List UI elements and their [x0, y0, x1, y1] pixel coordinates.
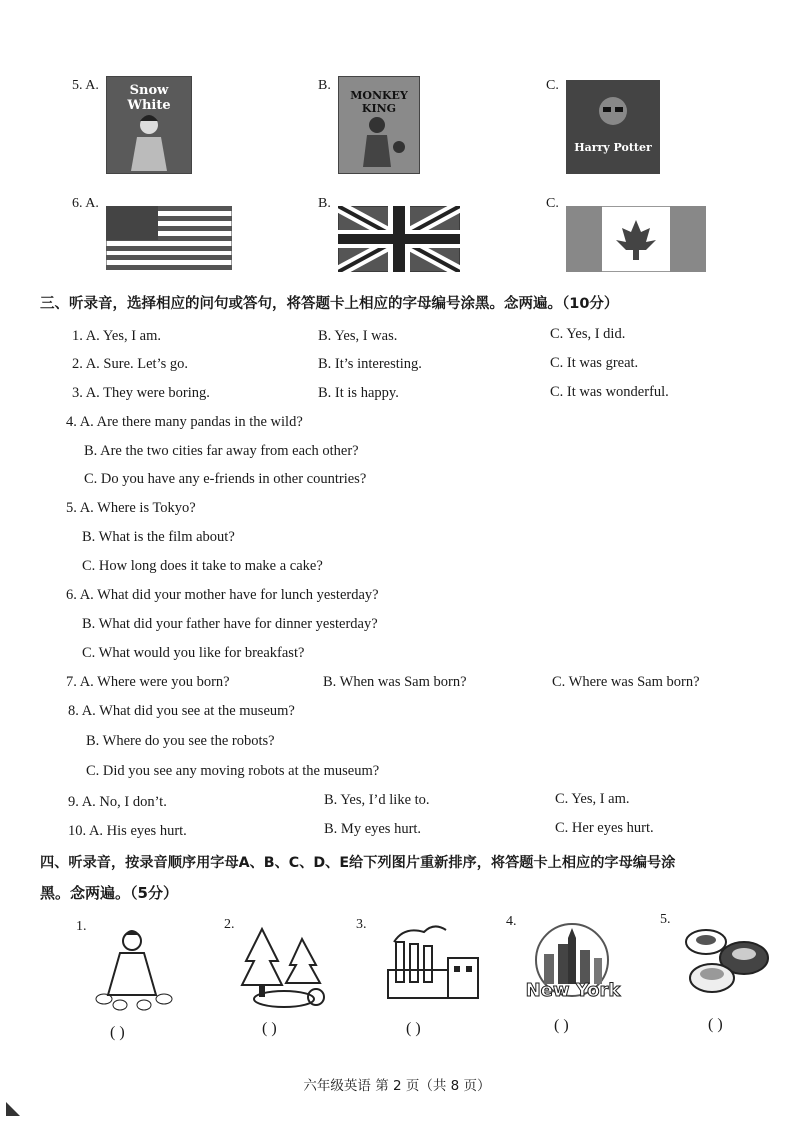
usa-flag-icon: [106, 206, 232, 270]
harry-potter-figure-icon: [567, 81, 659, 173]
s3-q7-a: 7. A. Where were you born?: [66, 674, 230, 690]
harry-potter-title: Harry Potter: [574, 141, 652, 154]
s3-q6-a: 6. A. What did your mother have for lunch yesterday?: [66, 587, 379, 603]
s3-q5-a: 5. A. Where is Tokyo?: [66, 500, 196, 516]
s3-q4-a: 4. A. Are there many pandas in the wild?: [66, 414, 303, 430]
s3-q3-b: B. It is happy.: [318, 385, 399, 401]
s3-q1-c: C. Yes, I did.: [550, 326, 626, 342]
s4-item4-answer-blank[interactable]: ( ): [554, 1017, 569, 1034]
q6-c-label: C.: [546, 196, 559, 211]
monkey-king-figure-icon: [339, 77, 419, 173]
s4-item5-answer-blank[interactable]: ( ): [708, 1016, 723, 1033]
s4-item5-label: 5.: [660, 912, 671, 927]
s3-q10-a: 10. A. His eyes hurt.: [68, 823, 187, 839]
s3-q4-c: C. Do you have any e-friends in other countries?: [84, 471, 367, 487]
s3-q5-b: B. What is the film about?: [82, 529, 235, 545]
s3-q1-a: 1. A. Yes, I am.: [72, 328, 162, 344]
sushi-image: [678, 922, 774, 1004]
snow-white-figure-icon: [107, 77, 191, 173]
trees-logs-image: [240, 925, 336, 1011]
snow-white-animals-image: [90, 925, 180, 1015]
section4-heading-line2: 黑。念两遍。（5分）: [40, 884, 178, 902]
snow-white-title: Snow White: [127, 83, 171, 113]
uk-flag-icon: [338, 206, 460, 272]
monkey-king-poster-image: [338, 76, 420, 174]
s4-item3-answer-blank[interactable]: ( ): [406, 1020, 421, 1037]
q5-c-label: C.: [546, 78, 559, 93]
monkey-king-title: MONKEY KING: [350, 89, 408, 115]
s3-q8-c: C. Did you see any moving robots at the museum?: [86, 763, 380, 779]
s3-q3-a: 3. A. They were boring.: [72, 385, 210, 401]
s3-q7-b: B. When was Sam born?: [323, 674, 467, 690]
s3-q8-b: B. Where do you see the robots?: [86, 733, 275, 749]
s4-item1-answer-blank[interactable]: ( ): [110, 1024, 125, 1041]
harry-potter-poster-image: [566, 80, 660, 174]
s4-item3-label: 3.: [356, 917, 367, 932]
page-footer: 六年级英语 第 2 页（共 8 页）: [303, 1078, 491, 1094]
s3-q2-c: C. It was great.: [550, 355, 639, 371]
s4-item2-answer-blank[interactable]: ( ): [262, 1020, 277, 1037]
s3-q4-b: B. Are the two cities far away from each other?: [84, 443, 359, 459]
s3-q7-c: C. Where was Sam born?: [552, 674, 700, 690]
s3-q1-b: B. Yes, I was.: [318, 328, 398, 344]
s3-q2-b: B. It’s interesting.: [318, 356, 422, 372]
s3-q5-c: C. How long does it take to make a cake?: [82, 558, 323, 574]
q6-label: 6. A.: [72, 196, 99, 211]
s3-q10-c: C. Her eyes hurt.: [555, 820, 654, 836]
new-york-text: New York: [525, 980, 621, 1001]
s3-q2-a: 2. A. Sure. Let’s go.: [72, 356, 188, 372]
s3-q8-a: 8. A. What did you see at the museum?: [68, 703, 295, 719]
canada-flag-icon: [566, 206, 706, 272]
s4-item1-label: 1.: [76, 919, 87, 934]
section3-heading: 三、听录音，选择相应的问句或答句，将答题卡上相应的字母编号涂黑。念两遍。（10分）: [40, 296, 619, 312]
snow-white-poster-image: [106, 76, 192, 174]
section4-heading-line1: 四、听录音，按录音顺序用字母A、B、C、D、E给下列图片重新排序，将答题卡上相应的字母编号涂: [40, 855, 676, 871]
factory-image: [374, 922, 484, 1004]
q5-b-label: B.: [318, 78, 331, 93]
new-york-image: [522, 920, 624, 1010]
q5-label: 5. A.: [72, 78, 99, 93]
q6-b-label: B.: [318, 196, 331, 211]
s3-q9-a: 9. A. No, I don’t.: [68, 794, 167, 810]
s4-item4-label: 4.: [506, 914, 517, 929]
corner-mark-icon: [2, 1098, 22, 1118]
s3-q9-c: C. Yes, I am.: [555, 791, 630, 807]
s3-q9-b: B. Yes, I’d like to.: [324, 792, 430, 808]
s3-q6-b: B. What did your father have for dinner yesterday?: [82, 616, 378, 632]
s3-q3-c: C. It was wonderful.: [550, 384, 669, 400]
s3-q10-b: B. My eyes hurt.: [324, 821, 422, 837]
s3-q6-c: C. What would you like for breakfast?: [82, 645, 305, 661]
s4-item2-label: 2.: [224, 917, 235, 932]
